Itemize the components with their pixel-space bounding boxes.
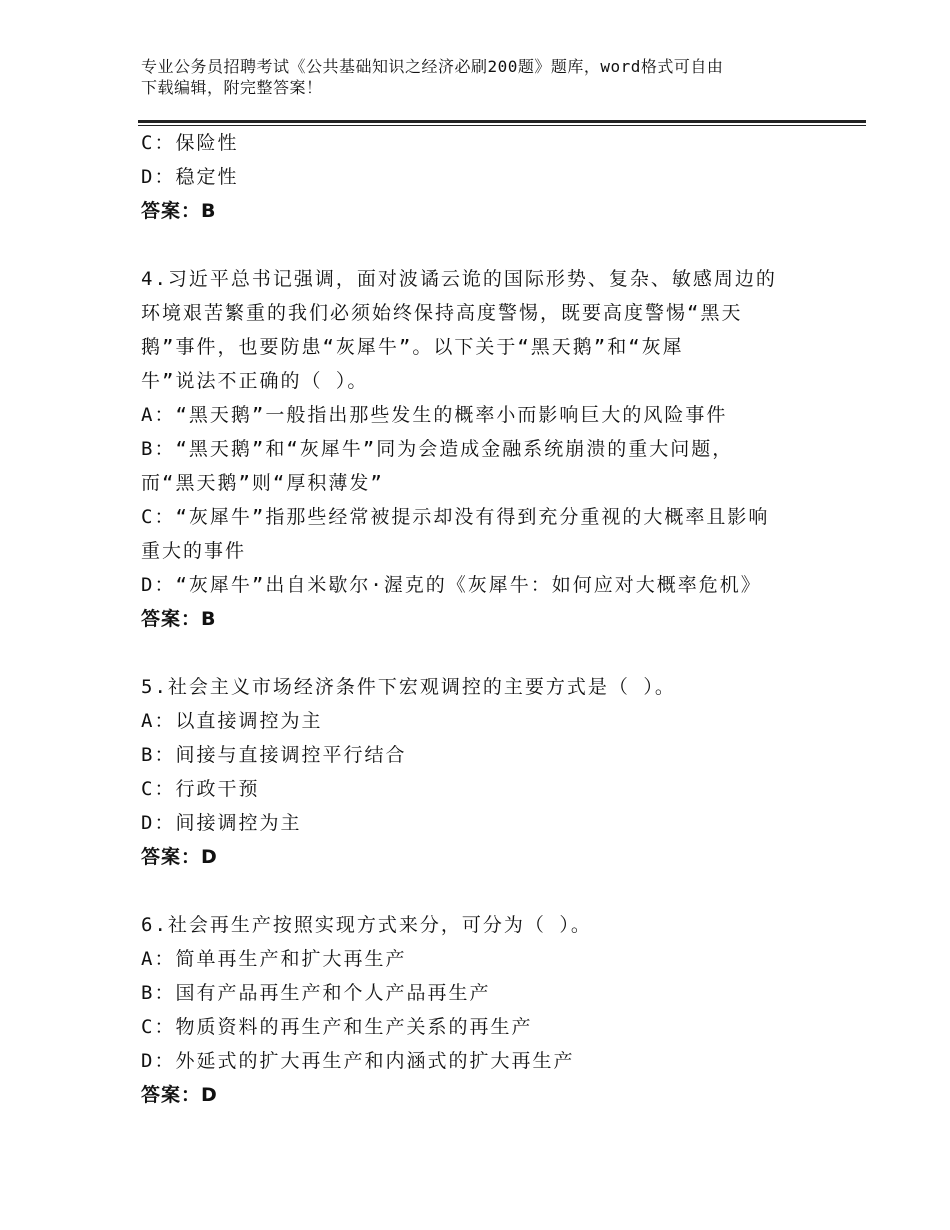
- answer-line: 答案：B: [141, 200, 217, 222]
- option-line: C：行政干预: [141, 778, 260, 800]
- option-line: 重大的事件: [141, 540, 247, 562]
- option-line: C：物质资料的再生产和生产关系的再生产: [141, 1016, 533, 1038]
- question-stem-line: 4.习近平总书记强调，面对波谲云诡的国际形势、复杂、敏感周边的: [141, 268, 777, 290]
- header-divider-thick: [138, 120, 866, 123]
- option-line: D：“灰犀牛”出自米歇尔·渥克的《灰犀牛：如何应对大概率危机》: [141, 574, 762, 596]
- option-line: C：保险性: [141, 132, 239, 154]
- question-5: [141, 670, 821, 874]
- document-header: [141, 56, 821, 98]
- option-line: D：稳定性: [141, 166, 239, 188]
- document-body: [141, 126, 821, 1112]
- answer-line: 答案：D: [141, 846, 218, 868]
- option-line: A：以直接调控为主: [141, 710, 323, 732]
- option-line: A：“黑天鹅”一般指出那些发生的概率小而影响巨大的风险事件: [141, 404, 728, 426]
- header-title-line-2: 下载编辑，附完整答案！: [141, 78, 323, 97]
- question-stem-line: 环境艰苦繁重的我们必须始终保持高度警惕，既要高度警惕“黑天: [141, 302, 743, 324]
- question-6: [141, 908, 821, 1112]
- answer-line: 答案：B: [141, 608, 217, 630]
- question-stem-line: 牛”说法不正确的（ ）。: [141, 370, 369, 392]
- question-stem-line: 5.社会主义市场经济条件下宏观调控的主要方式是（ ）。: [141, 676, 676, 698]
- option-line: B：国有产品再生产和个人产品再生产: [141, 982, 491, 1004]
- option-line: C：“灰犀牛”指那些经常被提示却没有得到充分重视的大概率且影响: [141, 506, 770, 528]
- option-line: A：简单再生产和扩大再生产: [141, 948, 407, 970]
- option-line: 而“黑天鹅”则“厚积薄发”: [141, 472, 384, 494]
- option-line: D：外延式的扩大再生产和内涵式的扩大再生产: [141, 1050, 575, 1072]
- question-stem-line: 6.社会再生产按照实现方式来分，可分为（ ）。: [141, 914, 592, 936]
- option-line: B：间接与直接调控平行结合: [141, 744, 407, 766]
- header-title-line-1: 专业公务员招聘考试《公共基础知识之经济必刷200题》题库，word格式可自由: [141, 57, 724, 76]
- option-line: D：间接调控为主: [141, 812, 302, 834]
- question-stem-line: 鹅”事件，也要防患“灰犀牛”。以下关于“黑天鹅”和“灰犀: [141, 336, 684, 358]
- answer-line: 答案：D: [141, 1084, 218, 1106]
- previous-question: [141, 126, 821, 228]
- option-line: B：“黑天鹅”和“灰犀牛”同为会造成金融系统崩溃的重大问题，: [141, 438, 734, 460]
- question-4: [141, 262, 821, 636]
